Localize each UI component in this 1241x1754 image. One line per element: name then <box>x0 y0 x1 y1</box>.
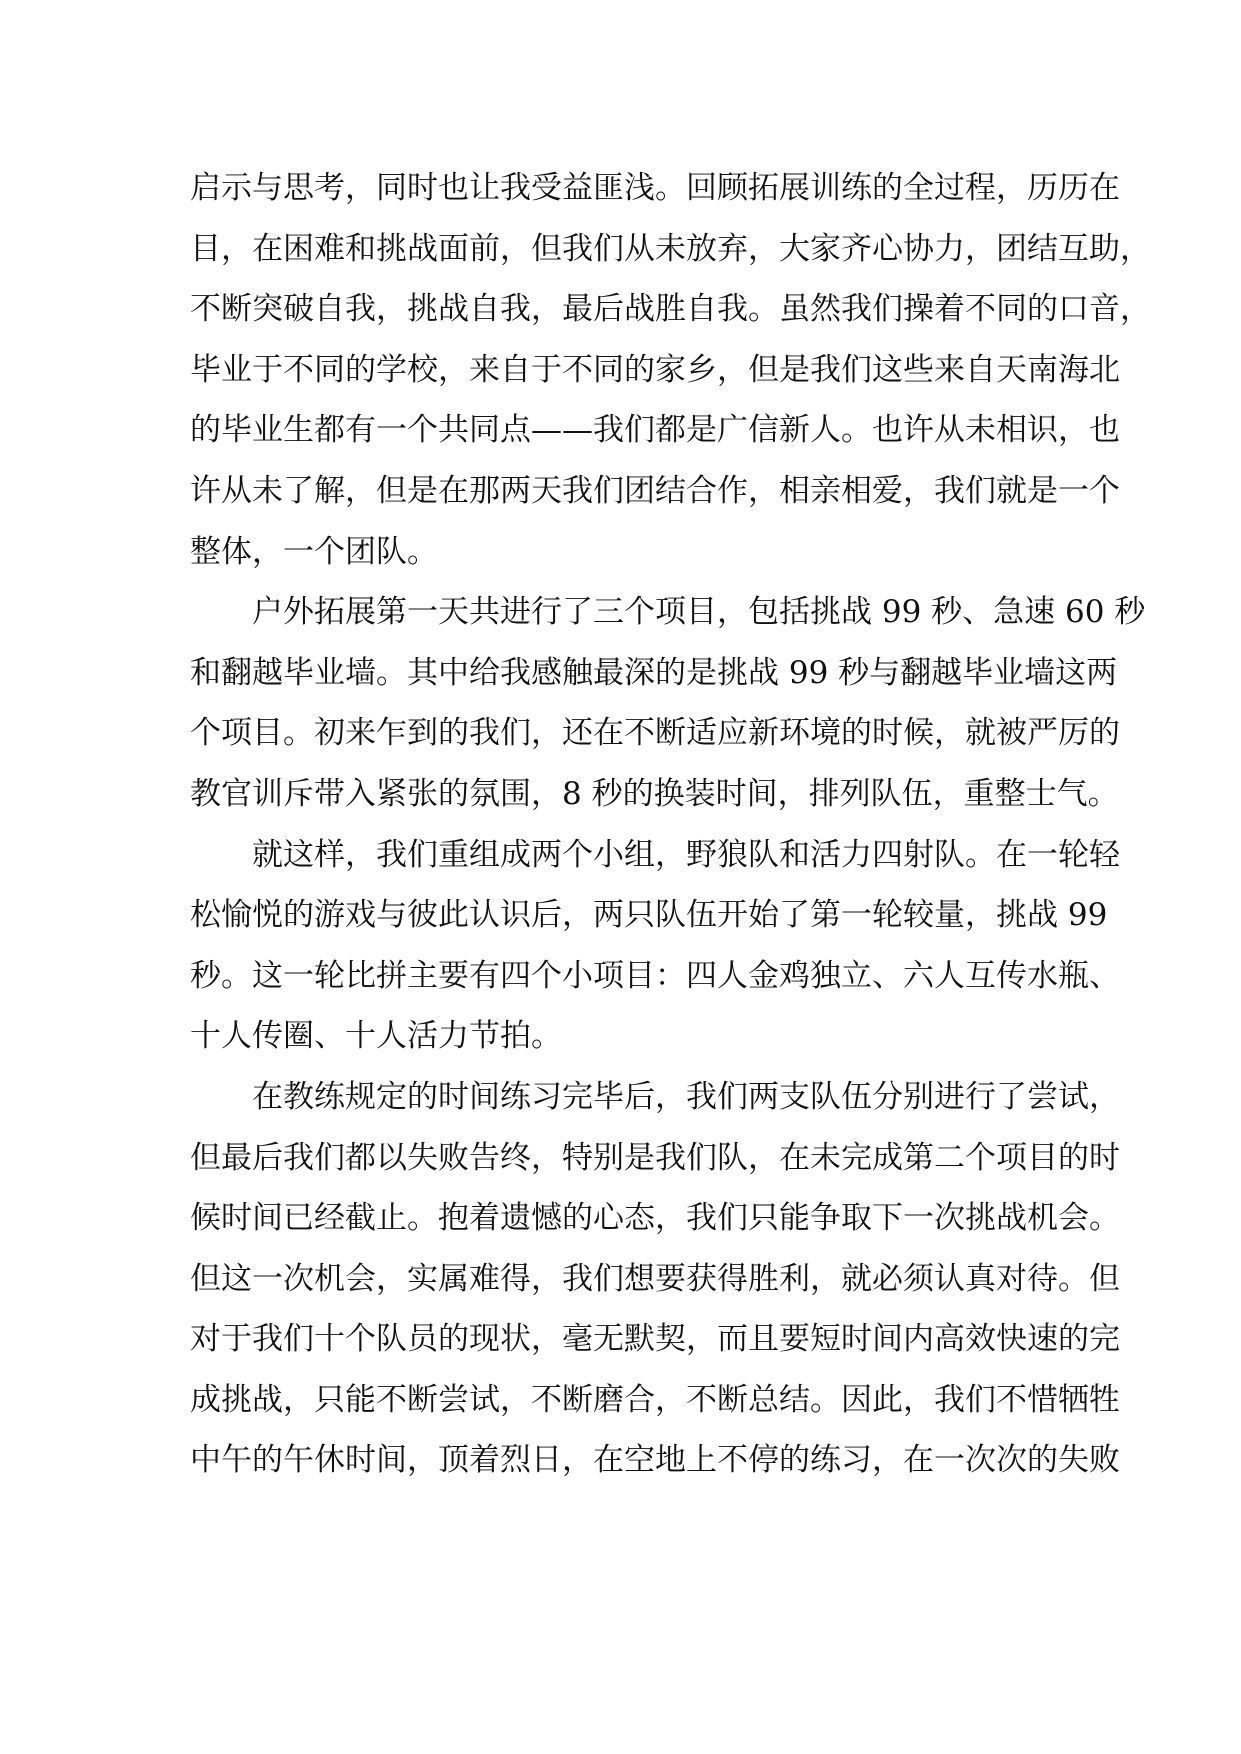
text-line: 启示与思考，同时也让我受益匪浅。回顾拓展训练的全过程，历历在 <box>190 170 1120 206</box>
text-line: 但这一次机会，实属难得，我们想要获得胜利，就必须认真对待。但 <box>190 1260 1120 1297</box>
text-line: 个项目。初来乍到的我们，还在不断适应新环境的时候，就被严厉的 <box>190 715 1120 752</box>
text-line: 和翻越毕业墙。其中给我感触最深的是挑战 99 秒与翻越毕业墙这两 <box>190 654 1118 691</box>
text-line: 在教练规定的时间练习完毕后，我们两支队伍分别进行了尝试， <box>252 1078 1120 1115</box>
text-line: 十人传圈、十人活力节拍。 <box>190 1018 562 1055</box>
text-line: 对于我们十个队员的现状，毫无默契，而且要短时间内高效快速的完 <box>190 1321 1120 1358</box>
text-line: 目，在困难和挑战面前，但我们从未放弃，大家齐心协力，团结互助， <box>190 230 1151 267</box>
text-line: 整体，一个团队。 <box>190 533 438 570</box>
text-line: 教官训斥带入紧张的氛围，8 秒的换装时间，排列队伍，重整士气。 <box>190 775 1119 812</box>
document-body <box>190 158 1151 1491</box>
text-line: 不断突破自我，挑战自我，最后战胜自我。虽然我们操着不同的口音， <box>190 291 1151 328</box>
text-line: 的毕业生都有一个共同点——我们都是广信新人。也许从未相识，也 <box>190 412 1120 449</box>
text-line: 松愉悦的游戏与彼此认识后，两只队伍开始了第一轮较量，挑战 99 <box>190 897 1108 934</box>
text-line: 户外拓展第一天共进行了三个项目，包括挑战 99 秒、急速 60 秒 <box>252 594 1146 631</box>
text-line: 秒。这一轮比拼主要有四个小项目：四人金鸡独立、六人互传水瓶、 <box>190 957 1120 994</box>
text-line: 但最后我们都以失败告终，特别是我们队，在未完成第二个项目的时 <box>190 1139 1120 1176</box>
text-line: 候时间已经截止。抱着遗憾的心态，我们只能争取下一次挑战机会。 <box>190 1200 1120 1237</box>
text-line: 许从未了解，但是在那两天我们团结合作，相亲相爱，我们就是一个 <box>190 472 1120 509</box>
text-line: 就这样，我们重组成两个小组，野狼队和活力四射队。在一轮轻 <box>252 836 1120 873</box>
text-line: 成挑战，只能不断尝试，不断磨合，不断总结。因此，我们不惜牺牲 <box>190 1381 1120 1418</box>
text-line: 中午的午休时间，顶着烈日，在空地上不停的练习，在一次次的失败 <box>190 1442 1120 1479</box>
text-line: 毕业于不同的学校，来自于不同的家乡，但是我们这些来自天南海北 <box>190 351 1120 388</box>
